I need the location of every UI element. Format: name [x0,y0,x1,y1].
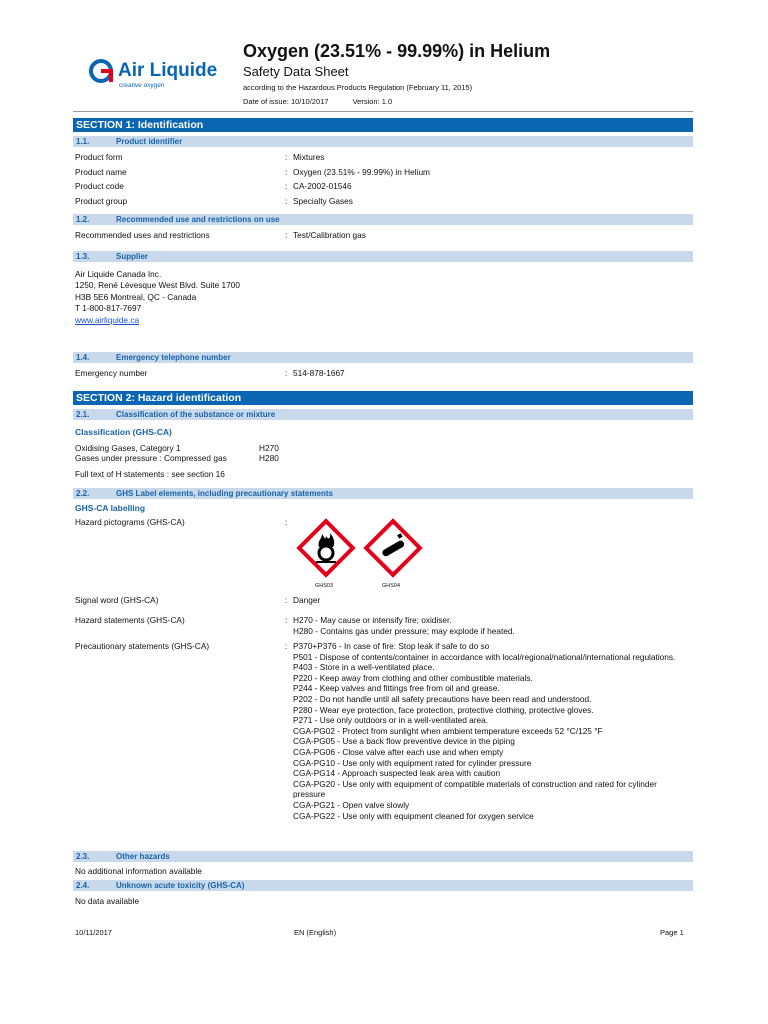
subsection-number: 2.4. [76,881,90,890]
ghs04-code: GHS04 [382,583,401,589]
supplier-phone: T 1-800-817-7697 [75,303,142,313]
subsection-number: 1.1. [76,137,90,146]
colon: : [285,230,288,240]
product-code-value: CA-2002-01546 [293,181,352,191]
other-hazards-text: No additional information available [75,866,202,876]
signal-word-value: Danger [293,595,321,605]
precautionary-statement: CGA-PG06 - Close valve after each use and when empty [293,746,504,757]
precautionary-statements-label: Precautionary statements (GHS-CA) [75,641,210,651]
hazard-statements-list [293,615,683,636]
subsection-2-2-header [73,488,693,499]
product-form-label: Product form [75,152,123,162]
brand-name: Air Liquide [118,60,218,81]
colon: : [285,368,288,378]
product-form-value: Mixtures [293,152,325,162]
subsection-2-3-header [73,851,693,862]
hazard-statement: H280 - Contains gas under pressure; may explode if heated. [293,625,515,636]
precautionary-statement: CGA-PG02 - Protect from sunlight when ambient temperature exceeds 52 °C/125 °F [293,725,603,736]
classification-label: Oxidising Gases, Category 1 [75,443,181,453]
subsection-title: Supplier [116,252,149,261]
colon: : [285,615,288,625]
ghs04-pictogram [362,517,424,579]
product-name-label: Product name [75,167,127,177]
issue-date-line [243,97,414,106]
precautionary-statement: P280 - Wear eye protection, face protection, protective clothing, protective gloves. [293,704,594,715]
subsection-number: 1.2. [76,215,90,224]
precautionary-statement: P244 - Keep valves and fittings free from oil and grease. [293,683,500,694]
subsection-number: 2.2. [76,489,90,498]
gas-cylinder-icon [362,517,424,579]
precautionary-statement: P501 - Dispose of contents/container in accordance with local/regional/national/international regulations. [293,651,676,662]
hazard-pictograms-label: Hazard pictograms (GHS-CA) [75,517,185,527]
colon: : [285,517,288,527]
classification-label: Gases under pressure : Compressed gas [75,453,227,463]
classification-code: H280 [259,453,279,463]
classification-code: H270 [259,443,279,453]
subsection-title: Unknown acute toxicity (GHS-CA) [116,881,245,890]
ghs03-code: GHS03 [315,583,334,589]
subsection-title: Classification of the substance or mixture [116,410,276,419]
precautionary-statement: CGA-PG21 - Open valve slowly [293,799,410,810]
product-code-label: Product code [75,181,124,191]
colon: : [285,152,288,162]
precautionary-statement: CGA-PG05 - Use a back flow preventive device in the piping [293,736,515,747]
subsection-title: Recommended use and restrictions on use [116,215,280,224]
version: Version: 1.0 [352,97,393,106]
subsection-2-1-header [73,409,693,420]
document-subtitle: Safety Data Sheet [243,64,349,79]
subsection-1-1-header [73,136,693,147]
product-group-label: Product group [75,196,128,206]
recommended-use-label: Recommended uses and restrictions [75,230,210,240]
precautionary-statement: P202 - Do not handle until all safety precautions have been read and understood. [293,693,592,704]
document-title: Oxygen (23.51% - 99.99%) in Helium [243,41,551,61]
colon: : [285,595,288,605]
subsection-2-4-header [73,880,693,891]
precautionary-statement: CGA-PG10 - Use only with equipment rated for cylinder pressure [293,757,532,768]
precautionary-statement: CGA-PG14 - Approach suspected leak area with caution [293,768,501,779]
precautionary-statements-list [293,641,683,821]
colon: : [285,167,288,177]
subsection-1-2-header [73,214,693,225]
colon: : [285,196,288,206]
precautionary-statement: P403 - Store in a well-ventilated place. [293,662,435,673]
footer-language: EN (English) [294,928,337,937]
colon: : [285,181,288,191]
supplier-address-line: 1250, René Lévesque West Blvd. Suite 1700 [75,280,240,290]
full-text-note: Full text of H statements : see section 16 [75,469,225,479]
precautionary-statement: P271 - Use only outdoors or in a well-ventilated area. [293,715,489,726]
subsection-title: Other hazards [116,852,170,861]
product-name-value: Oxygen (23.51% - 99.99%) in Helium [293,167,430,177]
precautionary-statement: CGA-PG20 - Use only with equipment of compatible materials of construction and rated for cylinder pressure [293,778,657,800]
regulation-line: according to the Hazardous Products Regulation (February 11, 2015) [243,83,473,92]
emergency-number-label: Emergency number [75,368,148,378]
footer-page-number: Page 1 [660,928,684,937]
subsection-title: Product identifier [116,137,183,146]
subsection-number: 2.1. [76,410,90,419]
date-of-issue: Date of issue: 10/10/2017 [243,97,329,106]
recommended-use-value: Test/Calibration gas [293,230,366,240]
acute-toxicity-text: No data available [75,896,140,906]
ghs03-pictogram [295,517,357,579]
emergency-number-value: 514-878-1667 [293,368,345,378]
colon: : [285,641,288,651]
subsection-1-4-header [73,352,693,363]
precautionary-statement: P370+P376 - In case of fire: Stop leak if safe to do so [293,641,490,651]
precautionary-statement: P220 - Keep away from clothing and other combustible materials. [293,672,533,683]
subsection-1-3-header [73,251,693,262]
subsection-title: GHS Label elements, including precautionary statements [116,489,333,498]
product-group-value: Specialty Gases [293,196,353,206]
classification-heading: Classification (GHS-CA) [75,427,172,437]
section-2-header: SECTION 2: Hazard identification [73,391,693,405]
hazard-statements-label: Hazard statements (GHS-CA) [75,615,185,625]
brand-tagline: creative oxygen [119,82,165,89]
footer-date: 10/11/2017 [75,928,112,937]
signal-word-label: Signal word (GHS-CA) [75,595,159,605]
header-divider [73,111,693,112]
subsection-title: Emergency telephone number [116,353,231,362]
air-liquide-logo [88,58,228,94]
subsection-number: 1.3. [76,252,90,261]
labelling-heading: GHS-CA labelling [75,503,146,513]
supplier-address-line: Air Liquide Canada Inc. [75,269,162,279]
hazard-statement: H270 - May cause or intensify fire; oxidiser. [293,615,452,625]
subsection-number: 2.3. [76,852,90,861]
precautionary-statement: CGA-PG22 - Use only with equipment cleaned for oxygen service [293,810,534,821]
supplier-address-line: H3B 5E6 Montreal, QC - Canada [75,292,197,302]
flame-over-circle-icon [295,517,357,579]
subsection-number: 1.4. [76,353,90,362]
section-1-header: SECTION 1: Identification [73,118,693,132]
supplier-website-link[interactable]: www.airliquide.ca [75,315,140,325]
